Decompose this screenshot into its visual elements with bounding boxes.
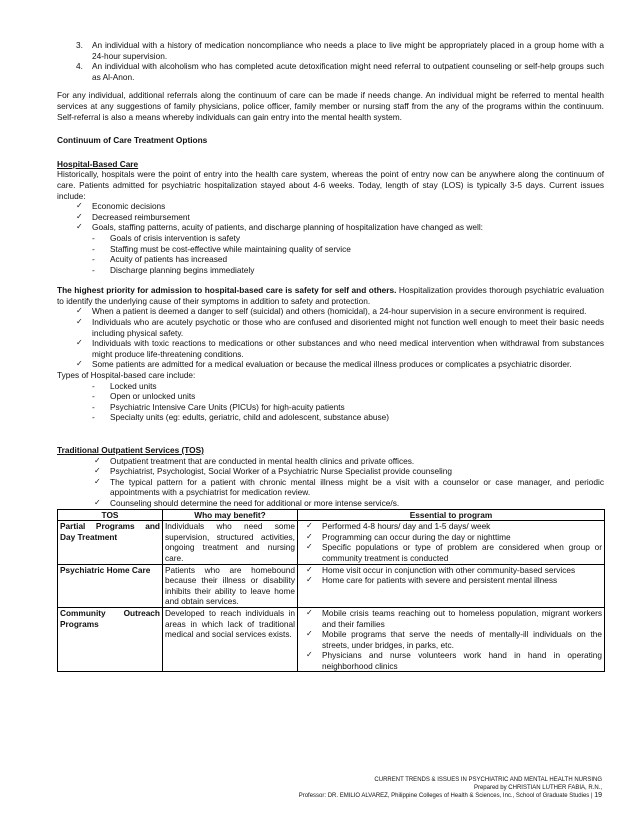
dash-icon: - — [92, 264, 95, 275]
list-item-text: Mobile crisis teams reaching out to homeless population, migrant workers and their families — [322, 607, 602, 629]
priority-paragraph — [57, 285, 604, 306]
list-item — [57, 265, 604, 276]
hospital-intro: Historically, hospitals were the point of entry into the health care system, whereas the point of entry now can be anywhere along the continuum of care. Patients admitted for psychiatric hospitalization stayed about 4-6 weeks. Today, length of stay (LOS) is typically 3-5 days. Current issues include: — [57, 169, 604, 201]
check-icon: ✓ — [306, 575, 313, 585]
section-title: Continuum of Care Treatment Options — [57, 135, 208, 146]
list-item-text: Performed 4-8 hours/ day and 1-5 days/ week — [322, 521, 491, 532]
check-icon: ✓ — [94, 476, 101, 486]
item-text: An individual with a history of medication noncompliance who needs a place to live might be appropriately placed in a group home with a 24-hour supervision. — [92, 40, 604, 61]
list-item — [57, 402, 604, 413]
page-number: 19 — [594, 792, 602, 799]
list-item — [57, 498, 604, 509]
dash-icon: - — [92, 232, 95, 243]
sub-issues-list — [57, 233, 604, 275]
list-item — [57, 391, 604, 402]
list-item-text: Individuals who are acutely psychotic or those who are confused and disoriented might not function well enough to meet their basic needs including physical safety. — [92, 317, 604, 338]
list-item-text: Discharge planning begins immediately — [110, 264, 255, 275]
dash-icon: - — [92, 254, 95, 265]
list-item-text: Specific populations or type of problem are considered when group or community treatment is conducted — [322, 542, 602, 563]
list-item-text: Mobile programs that serve the needs of mentally-ill individuals on the streets, under bridges, in parks, etc. — [322, 629, 602, 650]
document-page — [57, 40, 604, 672]
types-list — [57, 381, 604, 423]
list-item-text: Physicians and nurse volunteers work hand in hand in operating neighborhood clinics — [322, 650, 602, 671]
check-icon: ✓ — [306, 629, 313, 639]
list-item — [57, 477, 604, 498]
list-item-text: Decreased reimbursement — [92, 211, 190, 222]
table-cell-essential — [298, 607, 605, 672]
list-item-text: Counseling should determine the need for additional or more intense service/s. — [110, 497, 400, 508]
dash-icon: - — [92, 401, 95, 412]
table-cell-tos: Partial Programs and Day Treatment — [58, 521, 163, 564]
numbered-list — [57, 40, 604, 82]
check-icon: ✓ — [76, 201, 83, 211]
list-item — [300, 542, 602, 563]
list-item-text: Programming can occur during the day or nighttime — [322, 531, 511, 542]
table-cell-who: Developed to reach individuals in areas in which lack of traditional medical and social services exists. — [163, 607, 298, 672]
table-cell-who: Patients who are homebound because their illness or disability inhibits their ability to leave home and obtain services. — [163, 564, 298, 607]
check-icon: ✓ — [76, 359, 83, 369]
list-item-text: Psychiatric Intensive Care Units (PICUs) for high-acuity patients — [110, 401, 345, 412]
outpatient-points-list — [57, 456, 604, 509]
list-item-text: Psychiatrist, Psychologist, Social Worker of a Psychiatric Nurse Specialist provide counseling — [110, 466, 453, 477]
table-row — [58, 607, 605, 672]
list-item — [300, 650, 602, 671]
list-item-text: Goals of crisis intervention is safety — [110, 232, 241, 243]
list-item — [57, 466, 604, 477]
list-item-text: Staffing must be cost-effective while maintaining quality of service — [110, 243, 351, 254]
list-item-text: Open or unlocked units — [110, 391, 196, 402]
check-icon: ✓ — [306, 531, 313, 541]
list-item — [57, 338, 604, 359]
table-row — [58, 564, 605, 607]
check-icon: ✓ — [306, 650, 313, 660]
check-icon: ✓ — [94, 455, 101, 465]
priority-bold-text: The highest priority for admission to hospital-based care is safety for self and others. — [57, 285, 397, 296]
check-icon: ✓ — [76, 338, 83, 348]
table-header-row — [58, 509, 605, 521]
footer-prepared-by: Prepared by CHRISTIAN LUTHER FABIA, R.N., — [473, 785, 602, 791]
check-icon: ✓ — [76, 306, 83, 316]
numbered-item — [57, 61, 604, 82]
list-item — [300, 629, 602, 650]
list-item-text: Specialty units (eg: edults, geriatric, child and adolescent, substance abuse) — [110, 412, 390, 423]
list-item-text: Goals, staffing patterns, acuity of patients, and discharge planning of hospitalization have changed as well: — [92, 222, 483, 233]
dash-icon: - — [92, 380, 95, 391]
list-item — [57, 212, 604, 223]
admission-reasons-list — [57, 306, 604, 370]
column-header-who: Who may benefit? — [163, 509, 298, 521]
list-item-text: Home care for patients with severe and persistent mental illness — [322, 575, 558, 586]
footer-professor-text: Professor: DR. EMILIO ALVAREZ, Philippine Colleges of Health & Sciences, Inc., School of Graduate Studies — [298, 793, 590, 799]
check-icon: ✓ — [94, 466, 101, 476]
list-item — [300, 532, 602, 543]
table-cell-tos: Psychiatric Home Care — [58, 564, 163, 607]
list-item-text: Home visit occur in conjunction with other community-based services — [322, 564, 576, 575]
list-item — [57, 244, 604, 255]
list-item — [57, 201, 604, 212]
tos-table — [57, 509, 605, 673]
types-label: Types of Hospital-based care include: — [57, 370, 196, 381]
check-icon: ✓ — [76, 211, 83, 221]
dash-icon: - — [92, 243, 95, 254]
check-icon: ✓ — [306, 607, 313, 617]
list-item — [57, 456, 604, 467]
check-icon: ✓ — [76, 222, 83, 232]
numbered-item — [57, 40, 604, 61]
check-icon: ✓ — [306, 521, 313, 531]
page-footer — [299, 776, 602, 800]
issues-list — [57, 201, 604, 233]
list-item — [57, 306, 604, 317]
list-item-text: Acuity of patients has increased — [110, 254, 228, 265]
table-row — [58, 521, 605, 564]
footer-professor: Professor: DR. EMILIO ALVAREZ, Philippine Colleges of Health & Sciences, Inc., School of Graduate Studies | 19 — [298, 792, 602, 799]
dash-icon: - — [92, 391, 95, 402]
table-cell-essential — [298, 564, 605, 607]
priority-text: Hospitalization provides thorough psychiatric evaluation to identify the underlying cause of their symptoms in addition to safety and protection. — [57, 285, 604, 306]
check-icon: ✓ — [94, 497, 101, 507]
referral-paragraph: For any individual, additional referrals along the continuum of care can be made if needs change. An individual might be referred to mental health services at any suggestions of family physicians, police officer, family member or nursing staff from the any of the programs within the continuum. Self-referral is also a means whereby individuals can gain entry into the mental health system. — [57, 90, 604, 122]
item-number: 3. — [76, 40, 83, 50]
list-item-text: The typical pattern for a patient with chronic mental illness might be a visit with a counselor or case manager, and periodic appointments with a psychiatrist for medication review. — [110, 476, 604, 498]
list-item — [57, 317, 604, 338]
list-item-text: Some patients are admitted for a medical evaluation or because the medical illness produces or complicates a psychiatric disorder. — [92, 359, 572, 370]
list-item — [57, 412, 604, 423]
item-number: 4. — [76, 61, 83, 72]
list-item-text: Individuals with toxic reactions to medications or other substances and who need medical intervention when withdrawal from substances might produce life-threatening conditions. — [92, 338, 604, 359]
footer-course-title: CURRENT TRENDS & ISSUES IN PSYCHIATRIC AND MENTAL HEALTH NURSING — [374, 777, 602, 783]
list-item — [300, 608, 602, 629]
check-icon: ✓ — [306, 564, 313, 574]
item-text: An individual with alcoholism who has completed acute detoxification might need referral to outpatient counseling or self-help groups such as Al-Anon. — [92, 61, 604, 82]
list-item — [57, 233, 604, 244]
list-item — [57, 359, 604, 370]
check-icon: ✓ — [76, 317, 83, 327]
list-item-text: When a patient is deemed a danger to self (suicidal) and others (homicidal), a 24-hour supervision in a secure environment is required. — [92, 306, 587, 317]
column-header-essential: Essential to program — [298, 509, 605, 521]
list-item — [300, 565, 602, 576]
table-cell-who: Individuals who need some supervision, structured activities, ongoing treatment and nursing care. — [163, 521, 298, 564]
list-item — [57, 254, 604, 265]
check-icon: ✓ — [306, 542, 313, 552]
column-header-tos: TOS — [58, 509, 163, 521]
list-item — [57, 381, 604, 392]
list-item-text: Economic decisions — [92, 201, 166, 212]
list-item — [300, 521, 602, 532]
table-cell-essential — [298, 521, 605, 564]
dash-icon: - — [92, 412, 95, 423]
hospital-heading: Hospital-Based Care — [57, 158, 139, 169]
outpatient-heading: Traditional Outpatient Services (TOS) — [57, 445, 204, 455]
list-item — [300, 575, 602, 586]
list-item-text: Outpatient treatment that are conducted in mental health clinics and private offices. — [110, 455, 415, 466]
list-item — [57, 222, 604, 233]
table-cell-tos: Community Outreach Programs — [58, 607, 163, 672]
list-item-text: Locked units — [110, 380, 157, 391]
